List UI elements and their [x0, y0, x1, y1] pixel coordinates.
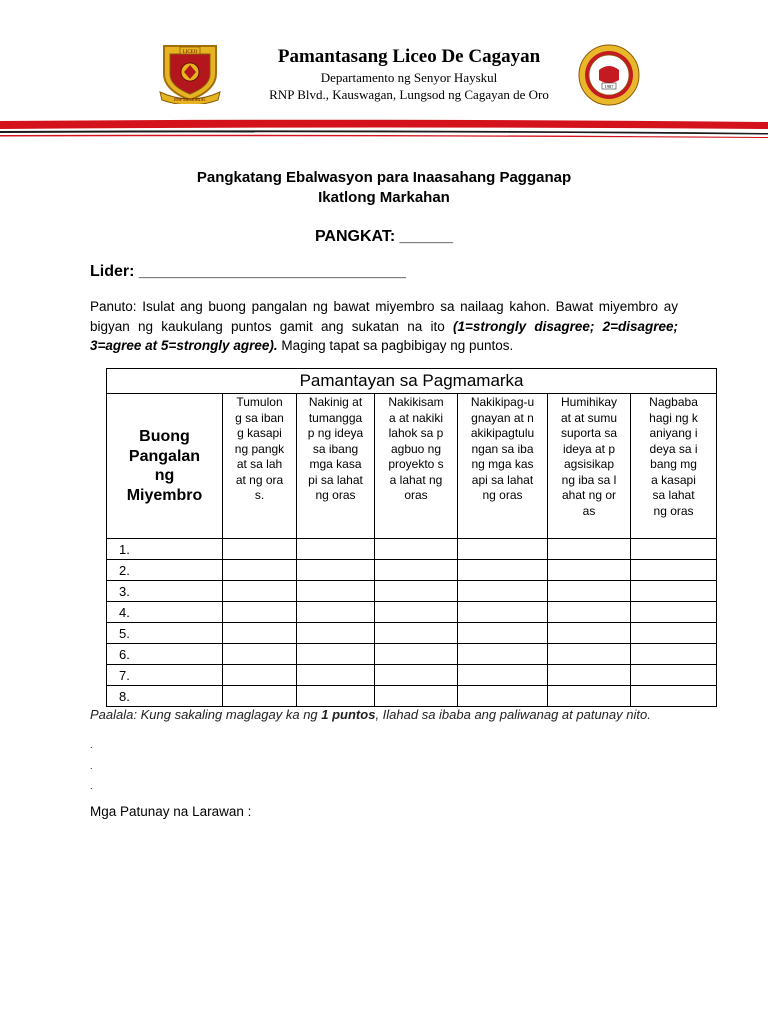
name-column-header: Buong Pangalan ng Miyembro [107, 394, 223, 539]
rating-cell[interactable] [548, 686, 631, 707]
note-points: 1 puntos [321, 707, 376, 722]
rating-cell[interactable] [297, 560, 375, 581]
criterion-header: Humihikayat at sumusuporta sa ideya at pagsisikap ng iba sa lahat ng oras [548, 394, 631, 539]
rating-cell[interactable] [548, 539, 631, 560]
table-row: 2. [107, 560, 717, 581]
table-caption: Pamantayan sa Pagmamarka [107, 369, 717, 394]
rating-cell[interactable] [631, 539, 717, 560]
criterion-header: Nakikipag-ugnayan at nakikipagtulungan sa ibang mga kasapi sa lahat ng oras [458, 394, 548, 539]
rating-cell[interactable] [297, 581, 375, 602]
rating-cell[interactable] [375, 602, 458, 623]
department-name: Departamento ng Senyor Hayskul [320, 70, 498, 85]
table-row: 4. [107, 602, 717, 623]
rating-table [106, 368, 717, 707]
pangkat-field: PANGKAT: ______ [314, 228, 454, 245]
rating-cell[interactable] [458, 686, 548, 707]
rating-cell[interactable] [297, 602, 375, 623]
rating-cell[interactable] [223, 644, 297, 665]
rating-cell[interactable] [548, 644, 631, 665]
answer-line: . [90, 781, 93, 791]
rating-scale: (1=strongly disagree; 2=disagree; 3=agree at 5=strongly agree). [90, 318, 678, 353]
table-row: 5. [107, 623, 717, 644]
instructions-closing: Maging tapat sa pagbibigay ng puntos. [277, 338, 514, 353]
rating-cell[interactable] [375, 686, 458, 707]
rating-cell[interactable] [375, 665, 458, 686]
table-row: 6. [107, 644, 717, 665]
rating-cell[interactable] [223, 623, 297, 644]
rating-cell[interactable] [631, 644, 717, 665]
rating-cell[interactable] [223, 581, 297, 602]
rating-cell[interactable] [297, 644, 375, 665]
rating-cell[interactable] [548, 665, 631, 686]
school-address: RNP Blvd., Kauswagan, Lungsod ng Cagayan de Oro [269, 87, 549, 102]
rating-cell[interactable] [458, 602, 548, 623]
seal-year: 1987 [604, 84, 614, 89]
rating-cell[interactable] [223, 686, 297, 707]
lider-field: Lider: ______________________________ [90, 263, 406, 280]
rating-cell[interactable] [458, 581, 548, 602]
rating-cell[interactable] [375, 644, 458, 665]
logo-top-text: LICEO [182, 50, 198, 55]
rating-cell[interactable] [297, 623, 375, 644]
rating-cell[interactable] [375, 623, 458, 644]
photo-evidence-label: Mga Patunay na Larawan : [90, 804, 252, 819]
rating-cell[interactable] [631, 602, 717, 623]
rating-cell[interactable] [458, 539, 548, 560]
criterion-header: Nagbabahagi ng kaniyang ideya sa ibang mga kasapi sa lahat ng oras [631, 394, 717, 539]
rating-cell[interactable] [375, 539, 458, 560]
rating-cell[interactable] [631, 581, 717, 602]
rating-cell[interactable] [458, 560, 548, 581]
answer-line: . [90, 740, 93, 750]
answer-line: . [90, 761, 93, 771]
rating-cell[interactable] [458, 665, 548, 686]
table-row: 8. [107, 686, 717, 707]
circular-seal-logo-icon [578, 44, 640, 106]
instructions-text: Panuto: Isulat ang buong pangalan ng bawat miyembro sa nailaag kahon. Bawat miyembro ay bigyan ng kaukulang puntos gamit ang sukatan na ito [90, 299, 678, 334]
rating-cell[interactable] [223, 602, 297, 623]
rating-cell[interactable] [631, 623, 717, 644]
school-name: Pamantasang Liceo De Cagayan [277, 46, 541, 67]
table-row: 1. [107, 539, 717, 560]
form-title: Pangkatang Ebalwasyon para Inaasahang Pagganap [196, 169, 572, 186]
rating-cell[interactable] [548, 602, 631, 623]
note: Paalala: Kung sakaling maglagay ka ng 1 puntos, Ilahad sa ibaba ang paliwanag at patunay nito. [90, 707, 651, 722]
logo-ribbon-text: RNP MEMORIAL [174, 97, 206, 102]
table-row: 7. [107, 665, 717, 686]
criterion-header: Nakinig at tumanggap ng ideya sa ibang mga kasapi sa lahat ng oras [297, 394, 375, 539]
rating-cell[interactable] [297, 686, 375, 707]
form-subtitle: Ikatlong Markahan [318, 189, 450, 206]
instructions [90, 297, 678, 356]
rating-cell[interactable] [631, 686, 717, 707]
rating-cell[interactable] [223, 539, 297, 560]
table-row: 3. [107, 581, 717, 602]
rating-cell[interactable] [375, 560, 458, 581]
rating-cell[interactable] [458, 644, 548, 665]
rating-cell[interactable] [223, 665, 297, 686]
rating-cell[interactable] [297, 539, 375, 560]
rating-cell[interactable] [223, 560, 297, 581]
rating-cell[interactable] [548, 560, 631, 581]
rating-cell[interactable] [375, 581, 458, 602]
rating-cell[interactable] [458, 623, 548, 644]
rating-cell[interactable] [631, 560, 717, 581]
header-stripe [0, 118, 768, 140]
criterion-header: Nakikisama at nakikilahok sa pagbuo ng proyekto sa lahat ng oras [375, 394, 458, 539]
rating-cell[interactable] [297, 665, 375, 686]
rating-cell[interactable] [548, 623, 631, 644]
rating-cell[interactable] [548, 581, 631, 602]
rating-cell[interactable] [631, 665, 717, 686]
criterion-header: Tumulong sa ibang kasapi ng pangkat sa lahat ng oras. [223, 394, 297, 539]
